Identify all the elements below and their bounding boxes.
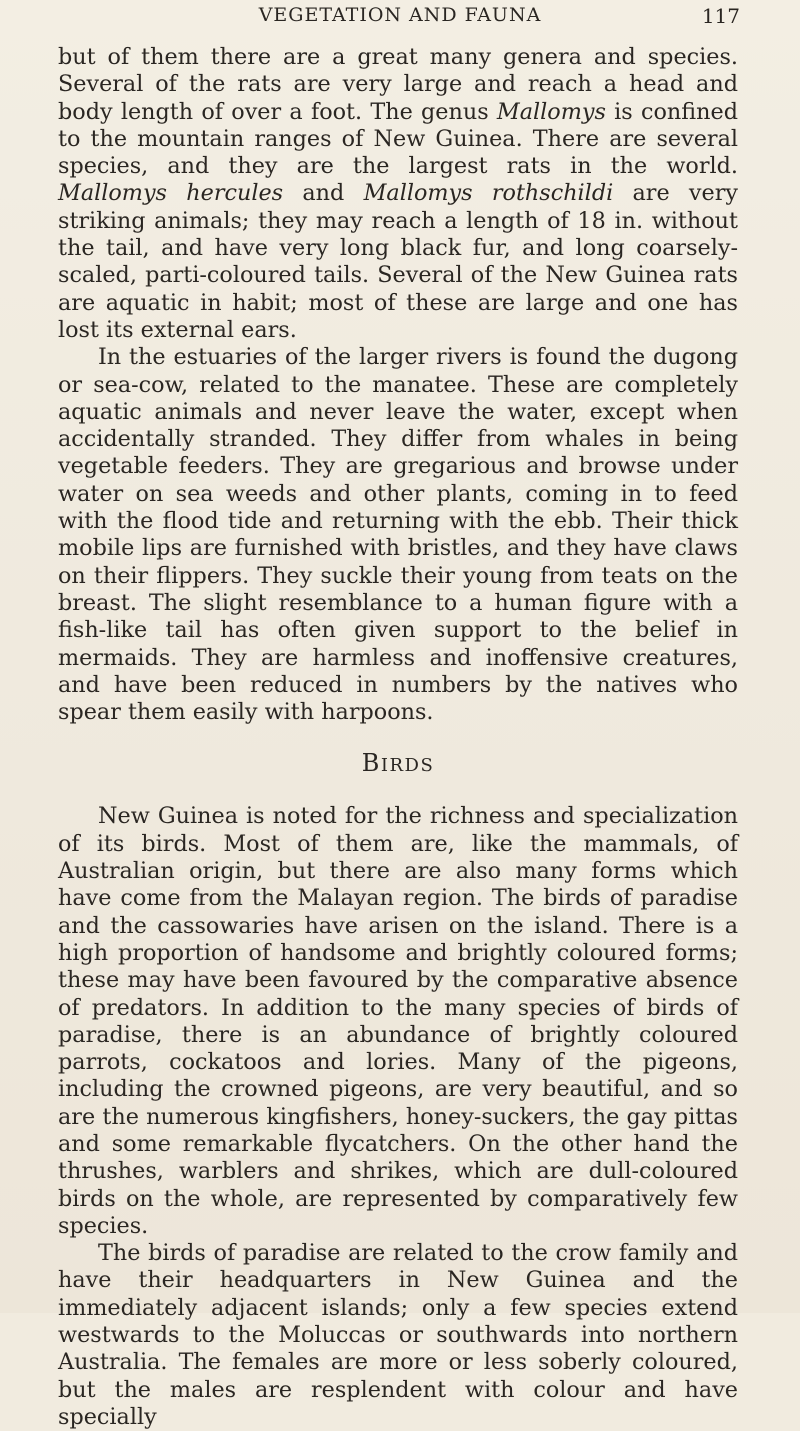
body-text <box>58 44 738 1431</box>
text-run: are very striking animals; they may reach a length of 18 in. without the tail, and have very long black fur, and long coarsely-scaled, parti-coloured tails. Several of the New Guinea rats are aquatic in habit; most of these are large and one has lost its external ears. <box>58 180 738 343</box>
text-run: but of them there are a great many genera and species. Several of the rats are very large and reach a head and body length of over a foot. The genus <box>58 44 738 125</box>
paragraph-birds-of-paradise: The birds of paradise are related to the crow family and have their headquarters in New Guinea and the immediately adjacent islands; only a few species extend westwards to the Moluccas or southwards into northern Australia. The females are more or less soberly coloured, but the males are resplendent with colour and have specially <box>58 1240 738 1430</box>
heading-initial: B <box>361 749 381 778</box>
genus-name: Mallomys <box>496 98 606 125</box>
running-header <box>60 4 740 34</box>
paragraph-rats <box>58 44 738 344</box>
text-run: and <box>283 180 364 207</box>
paragraph-dugong: In the estuaries of the larger rivers is found the dugong or sea-cow, related to the manatee. These are completely aquatic animals and never leave the water, except when accidentally stranded. They differ from whales in being vegetable feeders. They are gregarious and browse under water on sea weeds and other plants, coming in to feed with the flood tide and returning with the ebb. Their thick mobile lips are furnished with bristles, and they have claws on their flippers. They suckle their young from teats on the breast. The slight resemblance to a human figure with a fish-like tail has often given support to the belief in mermaids. They are harmless and inoffensive creatures, and have been reduced in numbers by the natives who spear them easily with harpoons. <box>58 344 738 726</box>
running-title: VEGETATION AND FAUNA <box>258 4 542 26</box>
species-name: Mallomys rothschildi <box>363 180 614 207</box>
page-number: 117 <box>701 4 740 28</box>
heading-rest: IRDS <box>380 755 435 777</box>
paragraph-birds: New Guinea is noted for the richness and specialization of its birds. Most of them are, like the mammals, of Australian origin, but there are also many forms which have come from the Malayan region. The birds of paradise and the cassowaries have arisen on the island. There is a high proportion of handsome and brightly coloured forms; these may have been favoured by the comparative absence of predators. In addition to the many species of birds of paradise, there is an abundance of brightly coloured parrots, cockatoos and lories. Many of the pigeons, including the crowned pigeons, are very beautiful, and so are the numerous kingfishers, honey-suckers, the gay pittas and some remarkable flycatchers. On the other hand the thrushes, warblers and shrikes, which are dull-coloured birds on the whole, are represented by comparatively few species. <box>58 803 738 1239</box>
species-name: Mallomys hercules <box>58 180 284 207</box>
text-run: is confined to the mountain ranges of New Guinea. There are several species, and they are the largest rats in the world. <box>58 98 738 180</box>
section-heading-birds <box>58 751 738 778</box>
